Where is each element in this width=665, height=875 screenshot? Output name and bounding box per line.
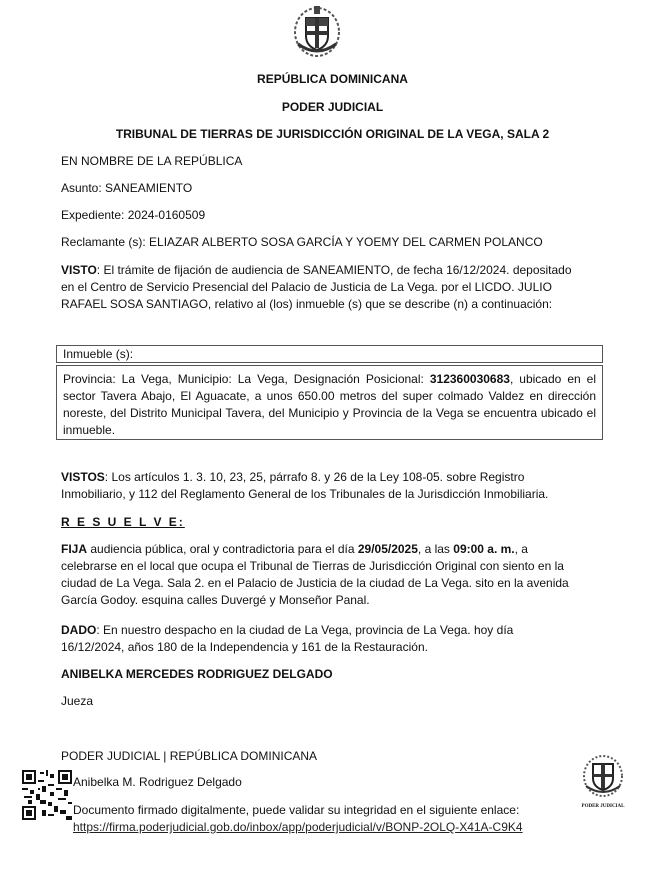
- vistos-label: VISTOS: [61, 470, 105, 484]
- header-branch: PODER JUDICIAL: [281, 100, 384, 114]
- en-nombre: EN NOMBRE DE LA REPÚBLICA: [61, 154, 243, 168]
- footer-note: Documento firmado digitalmente, puede validar su integridad en el siguiente enlace:: [73, 803, 520, 817]
- dado-paragraph: DADO: En nuestro despacho en la ciudad de La Vega, provincia de La Vega. hoy día 16/12/2024, años 180 de la Independencia y 161 de la Restauración.: [61, 623, 514, 654]
- fija-paragraph: FIJA audiencia pública, oral y contradictoria para el día 29/05/2025, a las 09:00 a. m., a celebrarse en el local que ocupa el Tribunal de Tierras de Jurisdicción Original con siento en la ciudad de La Vega. Sala 2. en el Palacio de Justicia de la ciudad de La Vega. sito en la avenida García Godoy. esquina calles Duvergé y Monseñor Panal.: [61, 542, 569, 607]
- header-country: REPÚBLICA DOMINICANA: [257, 72, 408, 86]
- fija-hora: 09:00 a. m.: [453, 542, 515, 556]
- footer-org: PODER JUDICIAL | REPÚBLICA DOMINICANA: [61, 749, 318, 763]
- reclamante: Reclamante (s): ELIAZAR ALBERTO SOSA GARCÍA Y YOEMY DEL CARMEN POLANCO: [61, 235, 543, 249]
- poder-judicial-seal-logo: [578, 752, 628, 804]
- fija-fecha: 29/05/2025: [357, 542, 418, 556]
- signer-name: ANIBELKA MERCEDES RODRIGUEZ DELGADO: [61, 667, 333, 681]
- visto-label: VISTO: [61, 263, 97, 277]
- signer-role: Jueza: [61, 694, 94, 708]
- coat-of-arms-logo: [292, 4, 342, 58]
- visto-paragraph: VISTO: El trámite de fijación de audiencia de SANEAMIENTO, de fecha 16/12/2024. depositado en el Centro de Servicio Presencial del Palacio de Justicia de La Vega. por el LICDO. JULIO RAFAEL SOSA SANTIAGO, relativo al (los) inmueble (s) que se describe (n) a continuación:: [61, 263, 572, 311]
- fija-label: FIJA: [61, 542, 88, 556]
- footer-signer: Anibelka M. Rodriguez Delgado: [73, 775, 242, 789]
- expediente: Expediente: 2024-0160509: [61, 208, 206, 222]
- asunto: Asunto: SANEAMIENTO: [61, 181, 193, 195]
- designacion-posicional: 312360030683: [429, 372, 510, 386]
- validation-link[interactable]: https://firma.poderjudicial.gob.do/inbox/app/poderjudicial/v/BONP-2OLQ-X41A-C9K4: [73, 820, 523, 834]
- seal-caption: PODER JUDICIAL: [581, 804, 625, 809]
- vistos-paragraph: VISTOS: Los artículos 1. 3. 10, 23, 25, párrafo 8. y 26 de la Ley 108-05. sobre Registro Inmobiliario, y 112 del Reglamento General de los Tribunales de la Jurisdicción Inmobiliaria.: [61, 470, 549, 501]
- header-court: TRIBUNAL DE TIERRAS DE JURISDICCIÓN ORIGINAL DE LA VEGA, SALA 2: [115, 127, 550, 141]
- qr-code-icon: [22, 770, 72, 820]
- inmueble-description: Provincia: La Vega, Municipio: La Vega, Designación Posicional: 312360030683, ubicado en el sector Tavera Abajo, El Aguacate, a unos 650.00 metros del super colmado Valdez en dirección noreste, del Distrito Municipal Tavera, del Municipio y Provincia de la Vega se encuentra ubicado el inmueble.: [56, 365, 603, 440]
- resuelve-heading: R E S U E L V E:: [61, 515, 185, 529]
- dado-label: DADO: [61, 623, 97, 637]
- inmueble-label: Inmueble (s):: [56, 345, 603, 363]
